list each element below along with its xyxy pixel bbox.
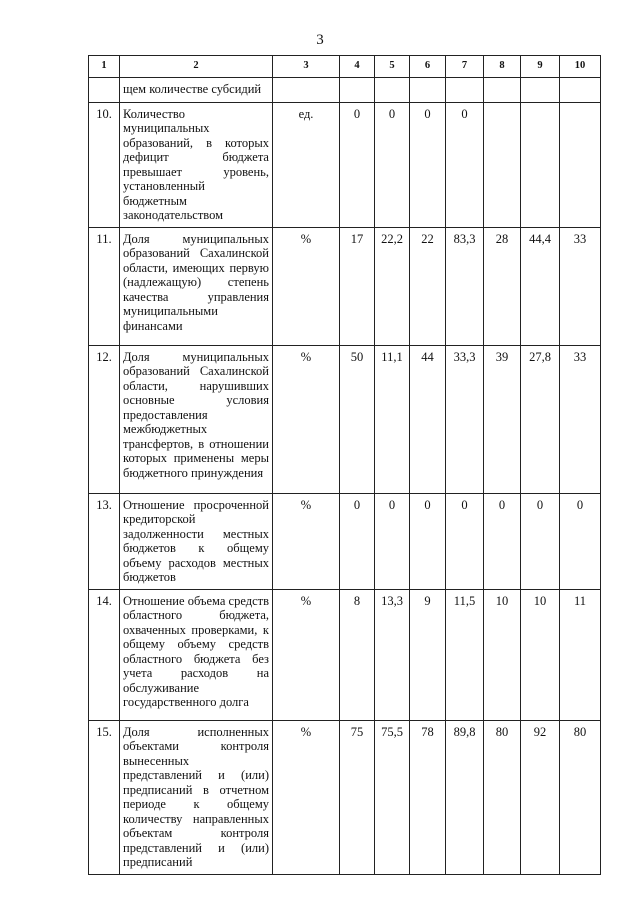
table-row bbox=[89, 102, 601, 227]
value-cell: 80 bbox=[560, 720, 601, 874]
indicator-name: щем количестве субсидий bbox=[120, 77, 273, 102]
value-cell: 0 bbox=[410, 102, 446, 227]
table-row bbox=[89, 720, 601, 874]
column-header: 6 bbox=[410, 56, 446, 78]
table-row bbox=[89, 493, 601, 589]
column-header: 3 bbox=[273, 56, 340, 78]
value-cell: 50 bbox=[340, 345, 375, 493]
value-cell bbox=[340, 77, 375, 102]
row-number bbox=[89, 77, 120, 102]
value-cell: 92 bbox=[521, 720, 560, 874]
value-cell: 10 bbox=[484, 589, 521, 720]
column-header: 5 bbox=[375, 56, 410, 78]
value-cell bbox=[521, 77, 560, 102]
value-cell: 22,2 bbox=[375, 227, 410, 345]
row-number: 10. bbox=[89, 102, 120, 227]
value-cell: 33 bbox=[560, 345, 601, 493]
value-cell: 0 bbox=[340, 493, 375, 589]
row-number: 12. bbox=[89, 345, 120, 493]
value-cell: 11,1 bbox=[375, 345, 410, 493]
value-cell: 13,3 bbox=[375, 589, 410, 720]
value-cell: 0 bbox=[446, 102, 484, 227]
page-number: 3 bbox=[316, 32, 324, 48]
value-cell: 0 bbox=[340, 102, 375, 227]
column-header: 9 bbox=[521, 56, 560, 78]
value-cell: 0 bbox=[446, 493, 484, 589]
indicator-name: Доля муниципальных образований Сахалинской области, нарушивших основные условия предоставления межбюджетных трансфертов, в отношении которых применены меры бюджетного принуждения bbox=[120, 345, 273, 493]
unit bbox=[273, 77, 340, 102]
indicator-name: Количество муниципальных образований, в которых дефицит бюджета превышает уровень, установленный бюджетным законодательством bbox=[120, 102, 273, 227]
column-header: 8 bbox=[484, 56, 521, 78]
value-cell: 9 bbox=[410, 589, 446, 720]
indicator-name: Доля муниципальных образований Сахалинской области, имеющих первую (надлежащую) степень качества управления муниципальными финансами bbox=[120, 227, 273, 345]
table-row bbox=[89, 227, 601, 345]
column-header: 2 bbox=[120, 56, 273, 78]
value-cell: 80 bbox=[484, 720, 521, 874]
value-cell: 28 bbox=[484, 227, 521, 345]
table-row bbox=[89, 345, 601, 493]
row-number: 11. bbox=[89, 227, 120, 345]
value-cell bbox=[560, 77, 601, 102]
value-cell bbox=[375, 77, 410, 102]
column-header: 7 bbox=[446, 56, 484, 78]
column-header: 1 bbox=[89, 56, 120, 78]
value-cell: 39 bbox=[484, 345, 521, 493]
value-cell: 8 bbox=[340, 589, 375, 720]
indicator-name: Доля исполненных объектами контроля вынесенных представлений и (или) предписаний в отчетном периоде к общему количеству направленных объектам контроля представлений и (или) предписаний bbox=[120, 720, 273, 874]
value-cell: 78 bbox=[410, 720, 446, 874]
column-header: 4 bbox=[340, 56, 375, 78]
value-cell: 33 bbox=[560, 227, 601, 345]
value-cell: 89,8 bbox=[446, 720, 484, 874]
unit: % bbox=[273, 345, 340, 493]
value-cell bbox=[521, 102, 560, 227]
unit: % bbox=[273, 493, 340, 589]
table-row bbox=[89, 77, 601, 102]
value-cell: 0 bbox=[375, 102, 410, 227]
value-cell: 10 bbox=[521, 589, 560, 720]
value-cell: 0 bbox=[375, 493, 410, 589]
unit: ед. bbox=[273, 102, 340, 227]
row-number: 15. bbox=[89, 720, 120, 874]
value-cell: 11 bbox=[560, 589, 601, 720]
row-number: 14. bbox=[89, 589, 120, 720]
value-cell: 0 bbox=[410, 493, 446, 589]
value-cell: 11,5 bbox=[446, 589, 484, 720]
value-cell: 75,5 bbox=[375, 720, 410, 874]
unit: % bbox=[273, 589, 340, 720]
value-cell: 27,8 bbox=[521, 345, 560, 493]
value-cell: 0 bbox=[560, 493, 601, 589]
indicator-name: Отношение просроченной кредиторской задолженности местных бюджетов к общему объему расходов местных бюджетов bbox=[120, 493, 273, 589]
column-header: 10 bbox=[560, 56, 601, 78]
table-row bbox=[89, 589, 601, 720]
value-cell: 0 bbox=[521, 493, 560, 589]
header-row bbox=[89, 56, 601, 78]
value-cell: 0 bbox=[484, 493, 521, 589]
value-cell: 33,3 bbox=[446, 345, 484, 493]
unit: % bbox=[273, 720, 340, 874]
value-cell bbox=[410, 77, 446, 102]
row-number: 13. bbox=[89, 493, 120, 589]
value-cell bbox=[484, 77, 521, 102]
value-cell: 17 bbox=[340, 227, 375, 345]
unit: % bbox=[273, 227, 340, 345]
value-cell: 75 bbox=[340, 720, 375, 874]
indicators-table bbox=[88, 55, 601, 875]
indicator-name: Отношение объема средств областного бюджета, охваченных проверками, к общему объему средств областного бюджета без учета расходов на обслуживание государственного долга bbox=[120, 589, 273, 720]
value-cell: 44 bbox=[410, 345, 446, 493]
value-cell bbox=[446, 77, 484, 102]
value-cell: 83,3 bbox=[446, 227, 484, 345]
value-cell bbox=[484, 102, 521, 227]
value-cell: 44,4 bbox=[521, 227, 560, 345]
value-cell bbox=[560, 102, 601, 227]
value-cell: 22 bbox=[410, 227, 446, 345]
